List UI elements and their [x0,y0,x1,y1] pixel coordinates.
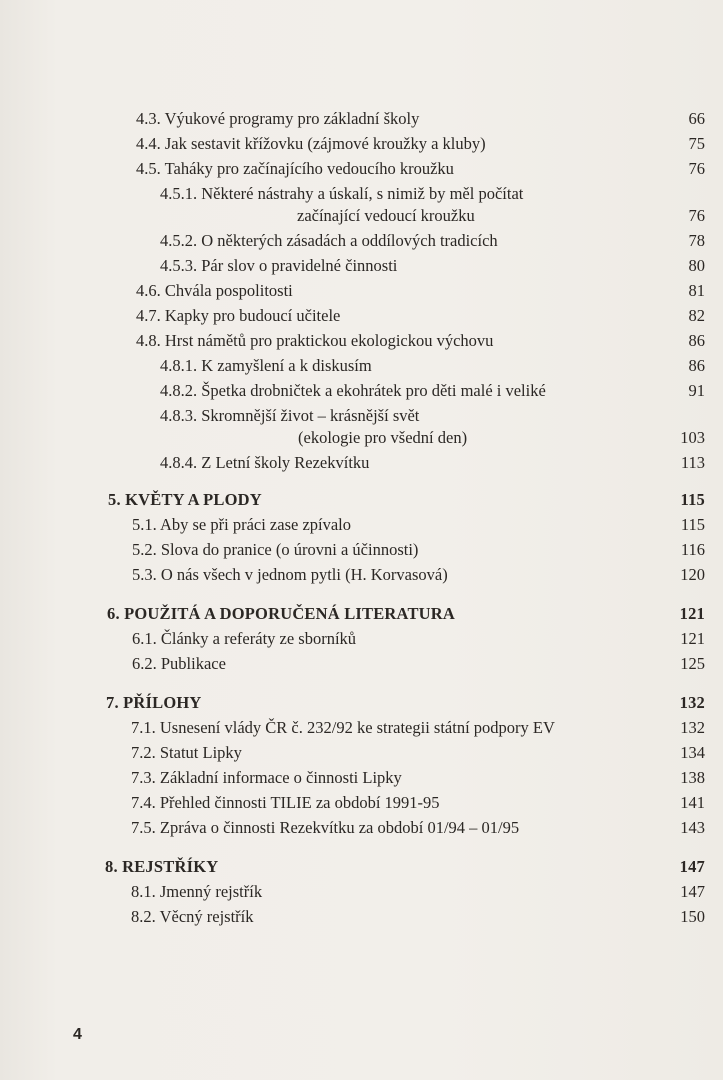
toc-chapter-page: 147 [679,857,705,876]
toc-entry-page: 81 [688,281,705,300]
toc-chapter-page: 132 [679,693,705,712]
toc-entry-title: 5.3. O nás všech v jednom pytli (H. Korvasová) [132,565,448,584]
toc-entry-title: 4.8.3. Skromnější život – krásnější svět [160,406,420,425]
toc-entry-page: 134 [680,743,705,762]
toc-entry-title: 6.2. Publikace [132,654,226,673]
toc-entry-page: 115 [680,515,705,534]
toc-entry-page: 116 [680,540,705,559]
toc-entry-title: 4.5.1. Některé nástrahy a úskalí, s nimiž by měl počítat [160,184,524,203]
toc-entry-title: 8.2. Věcný rejstřík [131,907,254,926]
toc-entry-title: 5.2. Slova do pranice (o úrovni a účinnosti) [132,540,419,559]
toc-entry-page: 86 [688,356,705,375]
toc-entry-page: 82 [688,306,705,325]
toc-entry-page: 86 [688,331,705,350]
toc-entry-title: 4.5. Taháky pro začínajícího vedoucího kroužku [136,159,454,178]
toc-entry-title: 5.1. Aby se při práci zase zpívalo [132,515,352,534]
toc-entry-page: 76 [688,206,705,225]
toc-entry-title: 4.5.3. Pár slov o pravidelné činnosti [160,256,398,275]
toc-chapter-page: 115 [680,490,705,509]
toc-entry-page: 138 [680,768,705,787]
toc-entry-page: 91 [688,381,705,400]
toc-entry-page: 143 [680,818,705,837]
toc-entry-page: 66 [688,109,705,128]
toc-entry-page: 132 [680,718,705,737]
toc-entry-title: 6.1. Články a referáty ze sborníků [132,629,357,648]
toc-entry-page: 76 [688,159,705,178]
toc-entry-title: 4.8.1. K zamyšlení a k diskusím [160,356,372,375]
toc-entry-title: 4.6. Chvála pospolitosti [136,281,293,300]
toc-entry-title: 7.3. Základní informace o činnosti Lipky [131,768,402,787]
toc-chapter-title: 6. POUŽITÁ A DOPORUČENÁ LITERATURA [107,604,455,623]
toc-entry-title: 7.5. Zpráva o činnosti Rezekvítku za období 01/94 – 01/95 [131,818,520,837]
toc-entry-title: 7.1. Usnesení vlády ČR č. 232/92 ke strategii státní podpory EV [131,718,555,737]
toc-entry-title: 4.8. Hrst námětů pro praktickou ekologickou výchovu [136,331,494,350]
toc-chapter-page: 121 [679,604,705,623]
toc-entry-title: 4.8.4. Z Letní školy Rezekvítku [160,453,370,472]
toc-entry-page: 141 [680,793,705,812]
toc-entry-title: 8.1. Jmenný rejstřík [131,882,263,901]
toc-entry-title: 7.2. Statut Lipky [131,743,242,762]
toc-entry-page: 103 [680,428,705,447]
toc-entry-title: 4.4. Jak sestavit křížovku (zájmové kroužky a kluby) [136,134,486,153]
toc-entry-page: 113 [680,453,705,472]
toc-entry-page: 121 [680,629,705,648]
toc-entry-title: 4.5.2. O některých zásadách a oddílových tradicích [160,231,498,250]
toc-chapter-title: 5. KVĚTY A PLODY [108,490,262,509]
toc-chapter-title: 8. REJSTŘÍKY [105,857,219,876]
toc-entry-title: 4.7. Kapky pro budoucí učitele [136,306,341,325]
toc-entry-page: 147 [680,882,705,901]
toc-entry-title: 4.3. Výukové programy pro základní školy [136,109,420,128]
page-number: 4 [73,1026,82,1043]
toc-entry-title: začínající vedoucí kroužku [297,206,475,225]
toc-entry-page: 80 [688,256,705,275]
toc-entry-page: 125 [680,654,705,673]
toc-entry-page: 150 [680,907,705,926]
toc-entry-title: 4.8.2. Špetka drobničtek a ekohrátek pro děti malé i veliké [160,381,546,400]
toc-entry-page: 78 [688,231,705,250]
toc-entry-title: (ekologie pro všední den) [298,428,468,447]
toc-entry-title: 7.4. Přehled činnosti TILIE za období 1991-95 [131,793,440,812]
toc-chapter-title: 7. PŘÍLOHY [106,693,202,712]
toc-entry-page: 120 [680,565,705,584]
toc-entry-page: 75 [688,134,705,153]
